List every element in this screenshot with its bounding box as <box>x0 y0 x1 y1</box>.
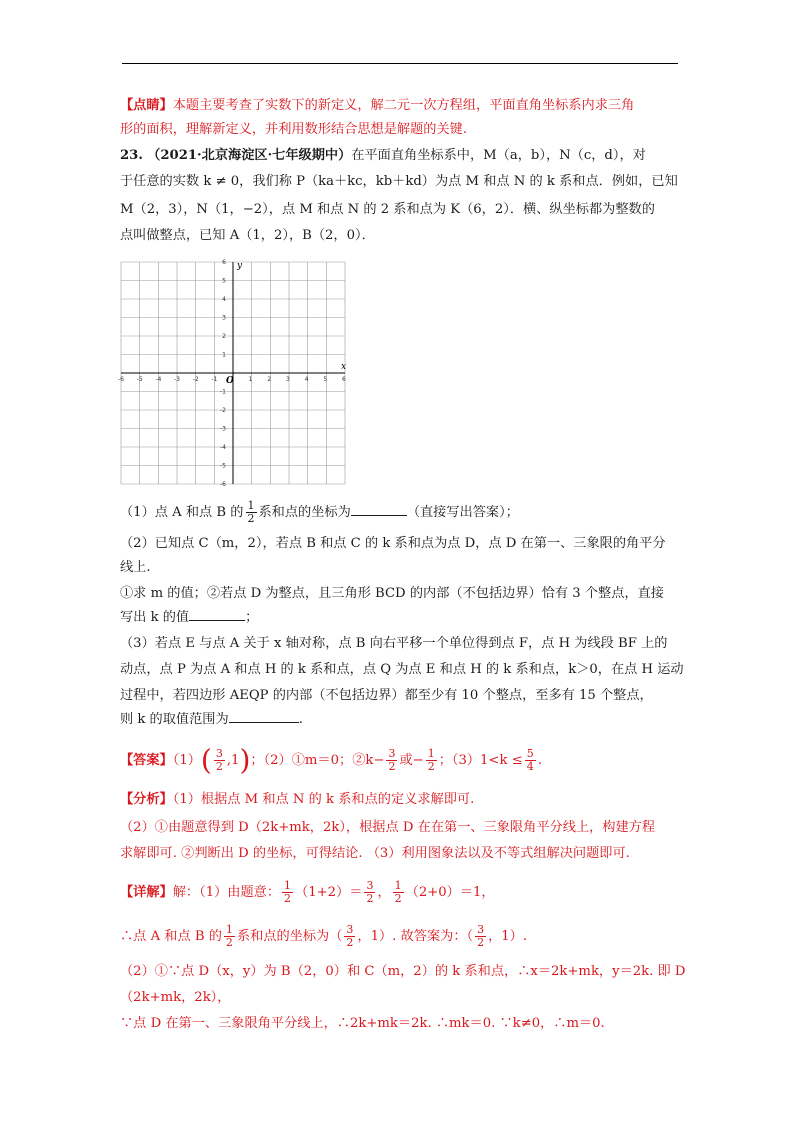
y-tick-label: 1 <box>222 351 226 359</box>
y-tick-label: 3 <box>222 314 226 322</box>
answer-frac2-den: 2 <box>388 760 396 773</box>
detail-fraction-3 <box>393 880 404 905</box>
question-number: 23. <box>120 148 143 163</box>
detail-frac2-num: 3 <box>366 879 374 892</box>
detail-text-2a: ∴点 A 和点 B 的 <box>120 929 222 944</box>
detail-frac1-num: 1 <box>284 879 292 892</box>
header-rule <box>122 63 678 64</box>
coordinate-grid <box>118 259 347 488</box>
y-tick-label: 5 <box>222 277 226 285</box>
answer-frac3-den: 2 <box>427 760 435 773</box>
detail-text-1b: （1+2）＝ <box>295 885 363 900</box>
x-tick-label: -3 <box>174 376 180 383</box>
note-line-1 <box>120 96 680 116</box>
question-line-2: 于任意的实数 k ≠ 0，我们称 P（ka＋kc，kb＋kd）为点 M 和点 N 的 k 系和点．例如，已知 <box>120 174 678 189</box>
part3-line-1: （3）若点 E 与点 A 关于 x 轴对称，点 B 向右平移一个单位得到点 F，点 H 为线段 BF 上的 <box>120 636 668 651</box>
part3-text-pre: 则 k 的取值范围为 <box>120 712 229 727</box>
answer-left-paren: ( <box>200 743 212 777</box>
answer-fraction-4 <box>525 748 536 773</box>
x-tick-label: 1 <box>248 376 253 383</box>
x-tick-label: 4 <box>304 376 309 383</box>
answer-blank-2[interactable] <box>189 608 245 621</box>
answer-fraction-2 <box>386 748 397 773</box>
note-line-2: 形的面积，理解新定义，并利用数形结合思想是解题的关键. <box>120 122 468 137</box>
analysis-text-1: （1）根据点 M 和点 N 的 k 系和点的定义求解即可. <box>172 792 475 807</box>
answer-right-paren: ) <box>239 743 251 777</box>
part1-text-tail: （直接写出答案）； <box>406 505 519 520</box>
part2-line-3: ①求 m 的值；②若点 D 为整点，且三角形 BCD 的内部（不包括边界）恰有 3 个整点，直接 <box>120 586 664 601</box>
answer-end: . <box>537 753 542 768</box>
answer-part2-or: 或− <box>399 753 424 768</box>
x-axis-label: x <box>341 362 347 372</box>
question-line-4: 点叫做整点，已知 A（1，2），B（2，0）． <box>120 228 375 243</box>
part3-line-2: 动点，点 P 为点 A 和点 H 的 k 系和点，点 Q 为点 E 和点 H 的 k 系和点，k＞0，在点 H 运动 <box>120 662 684 677</box>
answer-part2-text: ；（2）①m＝0；②k− <box>250 753 385 768</box>
y-tick-label: -3 <box>220 425 226 433</box>
x-tick-label: 6 <box>342 376 346 383</box>
answer-part1-label: （1） <box>172 753 201 768</box>
part2-line-2: 线上. <box>120 560 151 575</box>
x-tick-label: 5 <box>323 376 328 383</box>
y-tick-label: 4 <box>222 296 226 303</box>
answer-blank-3[interactable] <box>229 710 299 723</box>
detail-line-2 <box>120 924 680 949</box>
origin-label: O <box>226 376 234 386</box>
part3-text-post: . <box>298 712 303 727</box>
detail-fraction-2 <box>364 880 375 905</box>
answer-frac1-num: 3 <box>215 747 223 760</box>
y-tick-label: -2 <box>220 407 226 414</box>
x-tick-label: -6 <box>118 376 124 383</box>
question-source: （2021·北京海淀区·七年级期中） <box>147 148 352 163</box>
x-tick-label: -5 <box>136 376 143 383</box>
y-tick-label: -4 <box>220 444 226 451</box>
part1-text-pre: （1）点 A 和点 B 的 <box>120 505 244 520</box>
question-text-1: 在平面直角坐标系中，M（a，b），N（c，d），对 <box>351 148 646 163</box>
part2-line-1: （2）已知点 C（m，2），若点 B 和点 C 的 k 系和点为点 D，点 D 在第一、三象限的角平分 <box>120 536 666 551</box>
part1-frac-num: 1 <box>247 499 255 512</box>
answer-frac4-den: 4 <box>526 760 534 773</box>
y-axis-label: y <box>237 261 243 271</box>
answer-blank-1[interactable] <box>351 503 407 516</box>
analysis-line-3: 求解即可. ②判断出 D 的坐标，可得结论. （3）利用图象法以及不等式组解决问题即可. <box>120 846 630 861</box>
part2-line-4 <box>120 608 680 628</box>
detail-frac5-num: 3 <box>346 923 354 936</box>
detail-text-2c: ，1）. 故答案为：（ <box>357 929 474 944</box>
y-tick-label: 6 <box>222 259 226 266</box>
note-text-1: 本题主要考查了实数下的新定义，解二元一次方程组，平面直角坐标系内求三角 <box>172 98 635 113</box>
detail-frac4-num: 1 <box>225 923 233 936</box>
part3-line-4 <box>120 710 680 730</box>
detail-frac6-den: 2 <box>477 936 485 949</box>
answer-tag: 【答案】 <box>120 753 173 768</box>
x-tick-label: 3 <box>286 376 290 383</box>
detail-frac5-den: 2 <box>346 936 354 949</box>
answer-line <box>120 743 680 777</box>
detail-fraction-6 <box>475 924 486 949</box>
answer-part1-value: ,1 <box>226 753 240 768</box>
part1-text-post: 系和点的坐标为 <box>258 505 351 520</box>
y-tick-label: -6 <box>220 481 226 488</box>
answer-part3-text: ；（3）1<k ≤ <box>438 753 523 768</box>
y-tick-label: -5 <box>220 462 226 470</box>
detail-text-2b: 系和点的坐标为（ <box>236 929 343 944</box>
part2-text-pre: 写出 k 的值 <box>120 610 190 625</box>
answer-frac4-num: 5 <box>526 747 534 760</box>
detail-text-1c: ， <box>377 885 391 900</box>
detail-tag: 【详解】 <box>120 885 173 900</box>
detail-line-4: （2k+mk，2k）， <box>120 990 231 1005</box>
part1-fraction <box>246 500 257 525</box>
analysis-line-1 <box>120 790 680 810</box>
x-tick-label: -2 <box>192 376 199 383</box>
answer-frac3-num: 1 <box>427 747 435 760</box>
answer-fraction-1 <box>214 748 225 773</box>
detail-frac3-den: 2 <box>394 892 402 905</box>
detail-line-3: （2）①∵点 D（x，y）为 B（2，0）和 C（m，2）的 k 系和点，∴x＝2k+mk，y＝2k. 即 D <box>120 964 686 979</box>
detail-fraction-1 <box>282 880 293 905</box>
detail-text-1d: （2+0）＝1， <box>405 885 495 900</box>
detail-frac4-den: 2 <box>225 936 233 949</box>
part1-frac-den: 2 <box>247 512 255 525</box>
x-tick-label: -4 <box>155 376 162 383</box>
part1-line <box>120 500 680 525</box>
y-tick-label: 2 <box>222 333 226 340</box>
detail-fraction-4 <box>224 924 235 949</box>
answer-frac1-den: 2 <box>215 760 223 773</box>
detail-frac3-num: 1 <box>394 879 402 892</box>
detail-line-5: ∵点 D 在第一、三象限角平分线上，∴2k+mk＝2k. ∴mk＝0. ∵k≠0，∴m＝0. <box>120 1016 605 1031</box>
note-tag: 【点睛】 <box>120 98 173 113</box>
analysis-line-2: （2）①由题意得到 D（2k+mk，2k），根据点 D 在在第一、三象限角平分线上，构建方程 <box>120 820 656 835</box>
answer-frac2-num: 3 <box>388 747 396 760</box>
detail-frac1-den: 2 <box>284 892 292 905</box>
x-tick-label: 2 <box>267 376 272 383</box>
question-line-1 <box>120 146 680 166</box>
detail-text-2d: ，1）. <box>488 929 528 944</box>
y-tick-label: -1 <box>220 388 226 396</box>
answer-fraction-3 <box>426 748 437 773</box>
part2-text-post: ； <box>245 610 259 625</box>
question-line-3: M（2，3），N（1，−2），点 M 和点 N 的 2 系和点为 K（6，2）．横、纵坐标都为整数的 <box>120 202 655 217</box>
detail-line-1 <box>120 880 680 905</box>
detail-frac6-num: 3 <box>477 923 485 936</box>
detail-text-1a: 解：（1）由题意： <box>172 885 281 900</box>
x-tick-label: -1 <box>211 376 218 383</box>
part3-line-3: 过程中，若四边形 AEQP 的内部（不包括边界）都至少有 10 个整点，至多有 15 个整点， <box>120 688 653 703</box>
detail-fraction-5 <box>344 924 355 949</box>
analysis-tag: 【分析】 <box>120 792 173 807</box>
detail-frac2-den: 2 <box>366 892 374 905</box>
